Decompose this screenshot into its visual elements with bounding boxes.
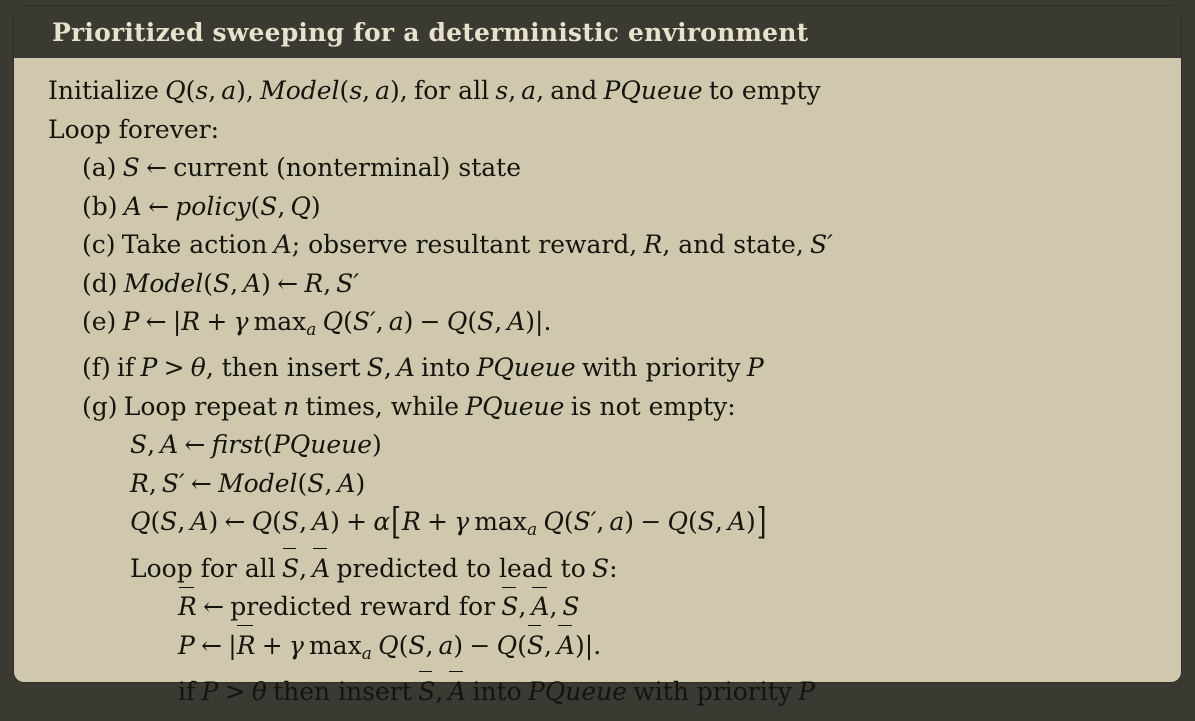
algorithm-line-step-g: (g) Loop repeat n times, while PQueue is not empty: [82, 391, 736, 421]
algorithm-body [14, 58, 1181, 721]
algorithm-line-g-insert: if P > θ then insert S, A into PQueue with priority P [48, 673, 1161, 712]
algorithm-line-g-rbar: R ← predicted reward for S, A, S [48, 588, 1161, 627]
algorithm-line-g-model: R, S′ ← Model(S, A) [130, 468, 366, 498]
algorithm-line-init: Initialize Q(s, a), Model(s, a), for all s, a, and PQueue to empty [48, 76, 821, 105]
algorithm-line-g-loop-pred: Loop for all S, A predicted to lead to S: [48, 550, 1161, 589]
algorithm-line-step-e: (e) P ← |R + γ $\max_a Q(S'$, a) − Q(S, A)|. [82, 307, 552, 340]
algorithm-line-g-first: S, A ← first(PQueue) [130, 430, 382, 460]
algorithm-line-step-d: (d) Model(S, A) ← R, S′ [82, 268, 359, 298]
algorithm-line-step-f: (f) if P > θ, then insert S, A into PQueue with priority P [82, 353, 764, 383]
algorithm-line-loop-forever: Loop forever: [48, 114, 219, 144]
algorithm-line-g-p: P ← |R + γ $\max_a Q(S$, a) − Q(S, A)|. [48, 627, 1161, 673]
algorithm-line-g-update: Q(S, A) ← Q(S, A) + α[R + γ $\max_a Q(S'$, a) − Q(S, A)] [130, 500, 767, 543]
algorithm-line-step-b: (b) A ← policy(S, Q) [82, 191, 321, 221]
algorithm-title-bar [14, 6, 1181, 58]
page-title: Prioritized sweeping for a deterministic environment [52, 17, 809, 47]
algorithm-line-step-a: (a) S ← current (nonterminal) state [82, 153, 521, 182]
algorithm-line-step-c: (c) Take action A; observe resultant reward, R, and state, S′ [82, 230, 833, 259]
algorithm-box [14, 6, 1181, 706]
